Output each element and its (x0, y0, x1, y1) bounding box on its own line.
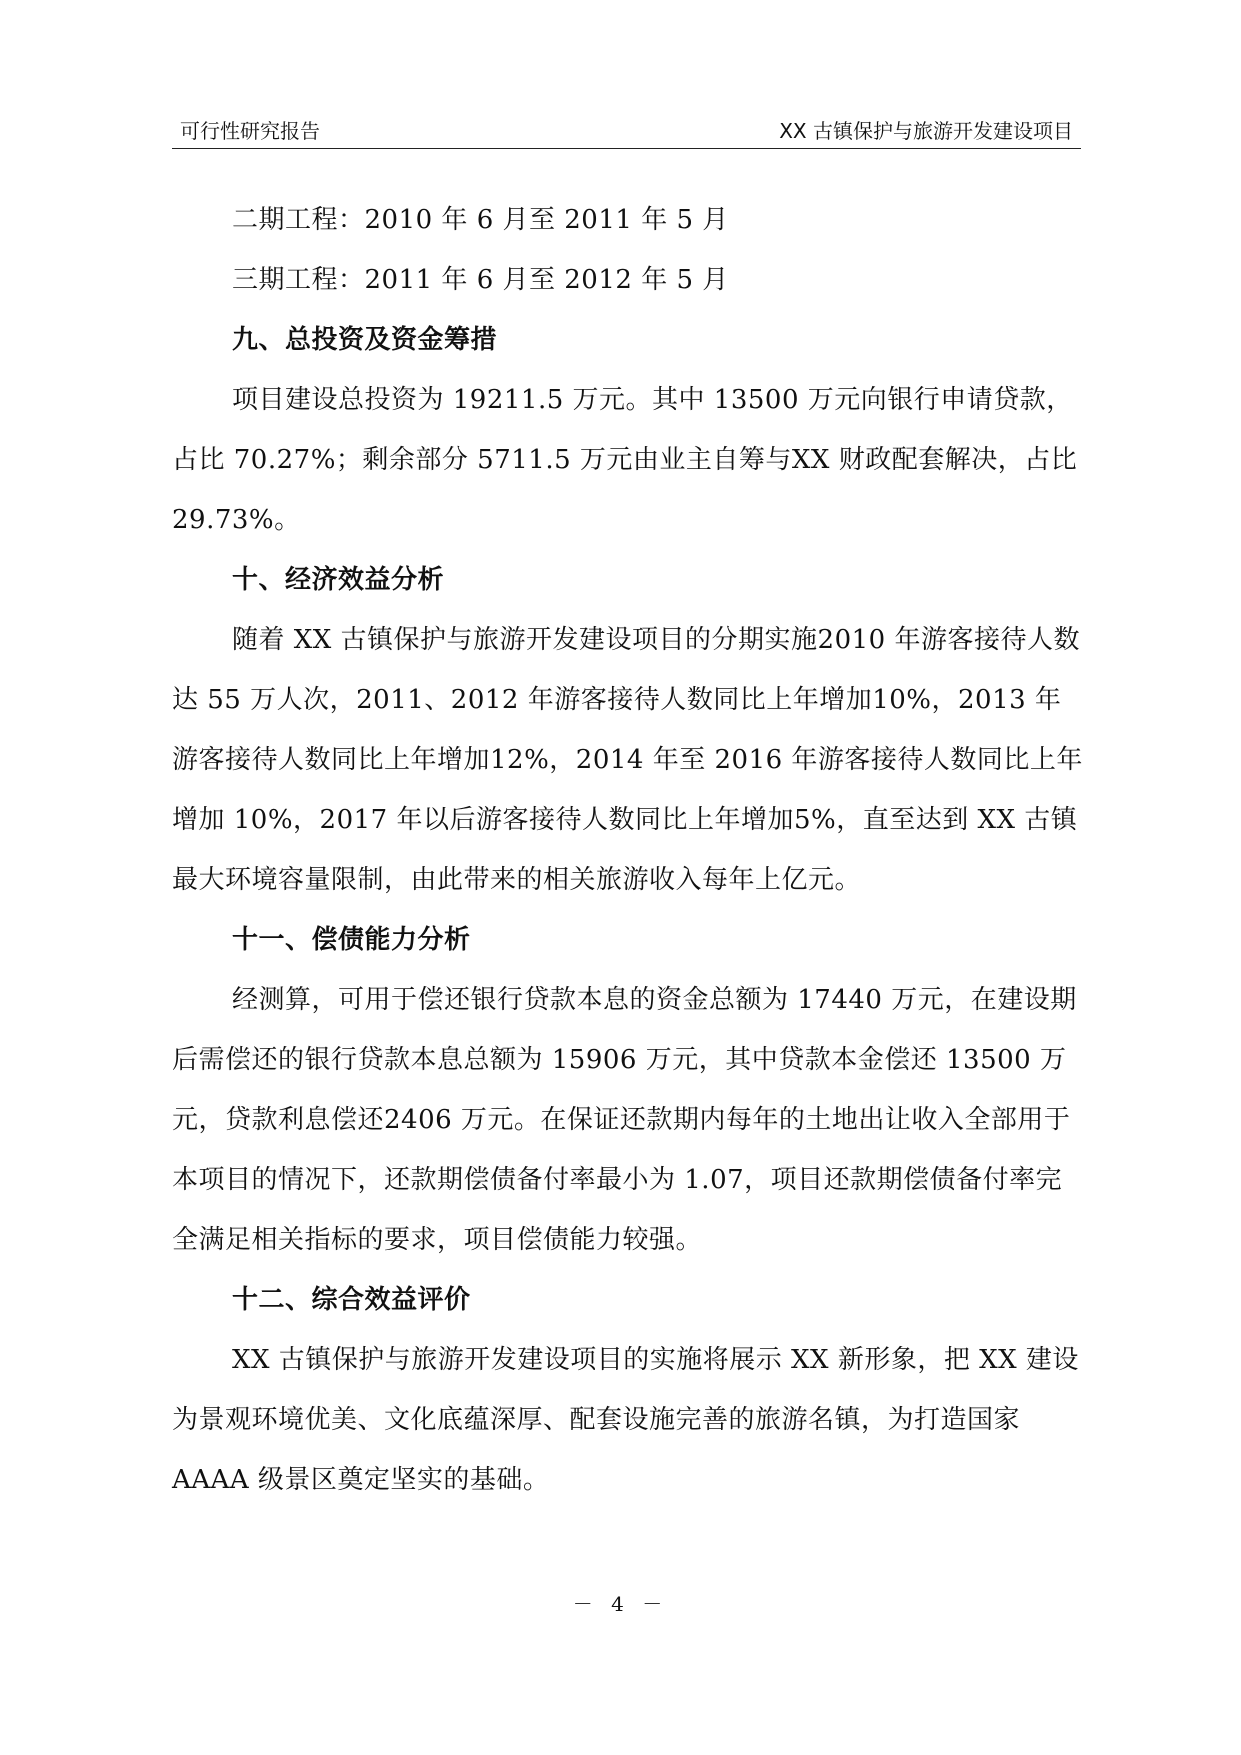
page-header (172, 112, 1081, 149)
schedule-phase-2: 二期工程：2010 年 6 月至 2011 年 5 月 (232, 205, 729, 235)
section-10-paragraph: 随着 XX 古镇保护与旅游开发建设项目的分期实施2010 年游客接待人数达 55 万人次，2011、2012 年游客接待人数同比上年增加10%，2013 年游客接待人数同比上年增加12%，2014 年至 2016 年游客接待人数同比上年增加 10%，2017 年以后游客接待人数同比上年增加5%，直至达到 XX 古镇最大环境容量限制，由此带来的相关旅游收入每年上亿元。 (172, 625, 1083, 895)
schedule-phase-3: 三期工程：2011 年 6 月至 2012 年 5 月 (232, 265, 729, 295)
section-12-heading: 十二、综合效益评价 (232, 1285, 471, 1315)
section-10-heading: 十、经济效益分析 (232, 565, 445, 595)
section-11-heading: 十一、偿债能力分析 (232, 925, 471, 955)
section-11-paragraph: 经测算，可用于偿还银行贷款本息的资金总额为 17440 万元，在建设期后需偿还的银行贷款本息总额为 15906 万元，其中贷款本金偿还 13500 万元，贷款利息偿还2406 万元。在保证还款期内每年的土地出让收入全部用于本项目的情况下，还款期偿债备付率最小为 1.07，项目还款期偿债备付率完全满足相关指标的要求，项目偿债能力较强。 (172, 985, 1077, 1255)
header-project-name: XX 古镇保护与旅游开发建设项目 (779, 119, 1073, 143)
section-12-paragraph: XX 古镇保护与旅游开发建设项目的实施将展示 XX 新形象，把 XX 建设为景观环境优美、文化底蕴深厚、配套设施完善的旅游名镇，为打造国家 AAAA 级景区奠定坚实的基础。 (172, 1345, 1079, 1495)
document-body (172, 190, 1084, 1510)
page-number: － 4 － (572, 1592, 669, 1616)
header-doc-type: 可行性研究报告 (180, 119, 320, 143)
section-9-paragraph: 项目建设总投资为 19211.5 万元。其中 13500 万元向银行申请贷款，占比 70.27%；剩余部分 5711.5 万元由业主自筹与XX 财政配套解决，占比 29.73%。 (172, 385, 1078, 535)
section-9-heading: 九、总投资及资金筹措 (232, 325, 498, 355)
